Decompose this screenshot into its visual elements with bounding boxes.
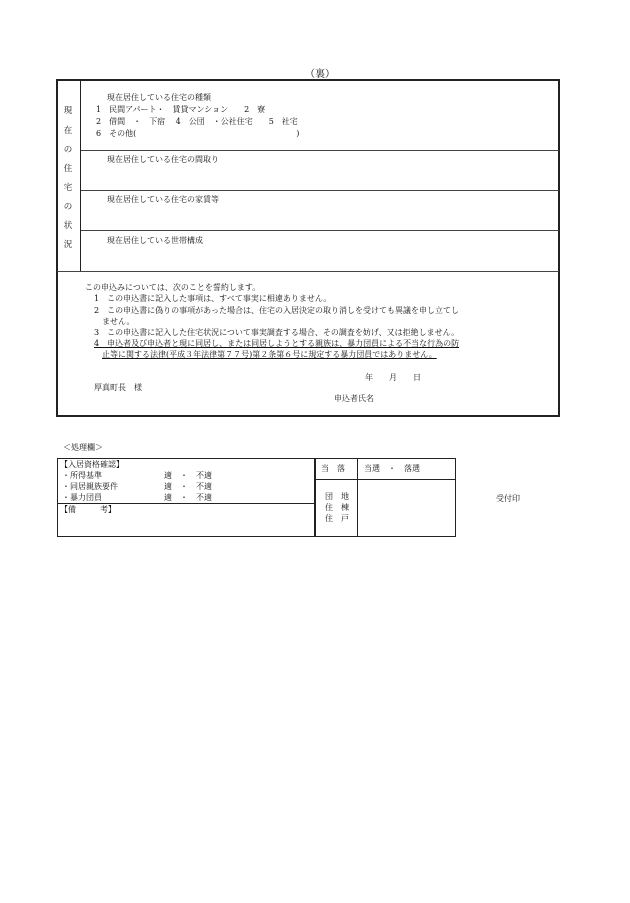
lottery-label: 当 落 [321, 464, 345, 473]
side-char: の [63, 202, 73, 212]
divider-rent [81, 230, 559, 231]
residence-type-heading: 現在居住している住宅の種類 [107, 93, 211, 102]
reception-stamp-label: 受付印 [496, 494, 520, 503]
pledge-item-4: 4 申込者及び申込者と現に同居し、または同居しようとする親族は、暴力団員による不当な行為の防 [94, 339, 460, 348]
remarks-label: 【備 考】 [60, 505, 116, 514]
side-char: の [63, 145, 73, 155]
side-char: 現 [63, 106, 73, 116]
eligibility-row-label: ・同居親族要件 [62, 482, 118, 491]
side-char: 況 [63, 240, 73, 250]
pledge-item-3: 3 この申込書に記入した住宅状況について事実調査する場合、その調査を妨げ、又は拒絶しません。 [94, 328, 460, 337]
side-char: 状 [63, 221, 73, 231]
divider-section [57, 271, 559, 272]
household-heading: 現在居住している世帯構成 [107, 236, 203, 245]
residence-rent-heading: 現在居住している住宅の家賃等 [107, 195, 219, 204]
side-char: 宅 [63, 183, 73, 193]
side-char: 在 [63, 126, 73, 136]
addressee: 厚真町長 様 [94, 383, 142, 392]
side-label-divider [80, 80, 81, 271]
eligibility-row-value: 適 ・ 不適 [164, 493, 212, 502]
processing-label: ＜処理欄＞ [63, 443, 103, 452]
page-title: （裏） [305, 69, 335, 80]
pledge-item-2-cont: ません。 [102, 317, 135, 326]
divider-layout [81, 190, 559, 191]
lottery-divider-h [316, 479, 455, 480]
unit-label: 住 戸 [325, 514, 349, 523]
side-char: 住 [63, 164, 73, 174]
lottery-value: 当選 ・ 落選 [364, 464, 420, 473]
building-label: 住 棟 [325, 503, 349, 512]
eligibility-row-label: ・所得基準 [62, 471, 102, 480]
remarks-divider [58, 503, 314, 504]
lottery-divider-v [357, 459, 358, 536]
pledge-item-2: 2 この申込書に偽りの事項があった場合は、住宅の入居決定の取り消しを受けても異議を申し立てし [94, 306, 460, 315]
residence-type-line3: 6 その他( ) [96, 129, 300, 138]
residence-layout-heading: 現在居住している住宅の間取り [107, 155, 219, 164]
residence-type-line1: 1 民間アパート・ 賃貸マンション 2 寮 [96, 105, 266, 114]
eligibility-row-label: ・暴力団員 [62, 493, 102, 502]
eligibility-row-value: 適 ・ 不適 [164, 471, 212, 480]
residence-type-line2: 2 借間 ・ 下宿 4 公団 ・公社住宅 5 社宅 [96, 117, 298, 126]
pledge-intro: この申込みについては、次のことを誓約します。 [85, 283, 261, 292]
eligibility-title: 【入居資格確認】 [60, 460, 124, 469]
date-line: 年 月 日 [365, 373, 421, 382]
applicant-name-label: 申込者氏名 [334, 394, 374, 403]
eligibility-row-value: 適 ・ 不適 [164, 482, 212, 491]
estate-label: 団 地 [325, 492, 349, 501]
divider-type [81, 150, 559, 151]
pledge-item-4-cont: 止等に関する法律(平成３年法律第７７号)第２条第６号に規定する暴力団員ではありません。 [102, 350, 437, 359]
pledge-item-1: 1 この申込書に記入した事項は、すべて事実に相違ありません。 [94, 294, 332, 303]
